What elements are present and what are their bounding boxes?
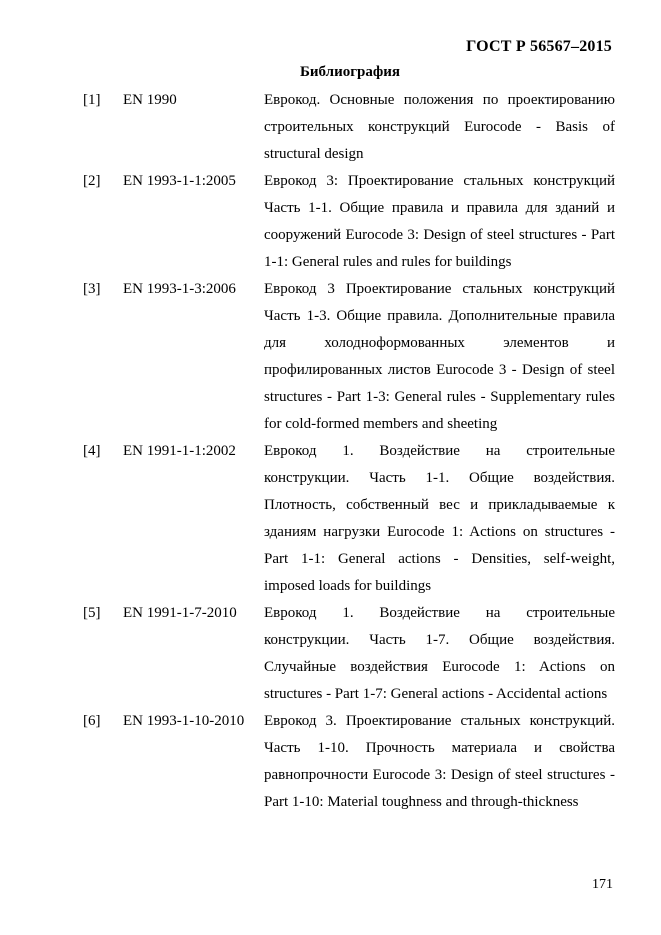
reference-description: Еврокод 1. Воздействие на строительные конструкции. Часть 1-7. Общие воздействия. Случайные воздействия Eurocode 1: Actions on structures - Part 1-7: General actions - Accidental actions bbox=[264, 605, 615, 702]
reference-code: EN 1993-1-3:2006 bbox=[123, 281, 236, 297]
bibliography-list bbox=[83, 87, 615, 816]
reference-code: EN 1993-1-1:2005 bbox=[123, 173, 236, 189]
reference-item bbox=[83, 438, 615, 600]
reference-description: Еврокод 3: Проектирование стальных конструкций Часть 1-1. Общие правила и правила для зданий и сооружений Eurocode 3: Design of steel structures - Part 1-1: General rules and rules for buildings bbox=[264, 173, 615, 270]
reference-code: EN 1993-1-10-2010 bbox=[123, 713, 245, 729]
reference-number: [5] bbox=[83, 605, 101, 621]
page-number: 171 bbox=[592, 877, 613, 892]
reference-item bbox=[83, 276, 615, 438]
reference-item bbox=[83, 708, 615, 816]
reference-number: [2] bbox=[83, 173, 101, 189]
reference-number: [6] bbox=[83, 713, 101, 729]
reference-number: [3] bbox=[83, 281, 101, 297]
reference-code: EN 1991-1-1:2002 bbox=[123, 443, 236, 459]
reference-item bbox=[83, 168, 615, 276]
bibliography-title: Библиография bbox=[299, 64, 401, 80]
reference-description: Еврокод 1. Воздействие на строительные конструкции. Часть 1-1. Общие воздействия. Плотность, собственный вес и прикладываемые к зданиям нагрузки Eurocode 1: Actions on structures - Part 1-1: General actions - Densities, self-weight, imposed loads for buildings bbox=[264, 443, 615, 594]
reference-number: [4] bbox=[83, 443, 101, 459]
reference-item bbox=[83, 600, 615, 708]
reference-number: [1] bbox=[83, 92, 101, 108]
reference-description: Еврокод. Основные положения по проектированию строительных конструкций Eurocode - Basis of structural design bbox=[264, 92, 615, 162]
reference-code: EN 1990 bbox=[123, 92, 177, 108]
reference-description: Еврокод 3. Проектирование стальных конструкций. Часть 1-10. Прочность материала и свойства равнопрочности Eurocode 3: Design of steel structures - Part 1-10: Material toughness and through-thickness bbox=[264, 713, 615, 810]
document-code-header: ГОСТ Р 56567–2015 bbox=[466, 38, 612, 55]
reference-item bbox=[83, 87, 615, 168]
reference-code: EN 1991-1-7-2010 bbox=[123, 605, 237, 621]
reference-description: Еврокод 3 Проектирование стальных конструкций Часть 1-3. Общие правила. Дополнительные правила для холодноформованных элементов и профилированных листов Eurocode 3 - Design of steel structures - Part 1-3: General rules - Supplementary rules for cold-formed members and sheeting bbox=[264, 281, 615, 432]
